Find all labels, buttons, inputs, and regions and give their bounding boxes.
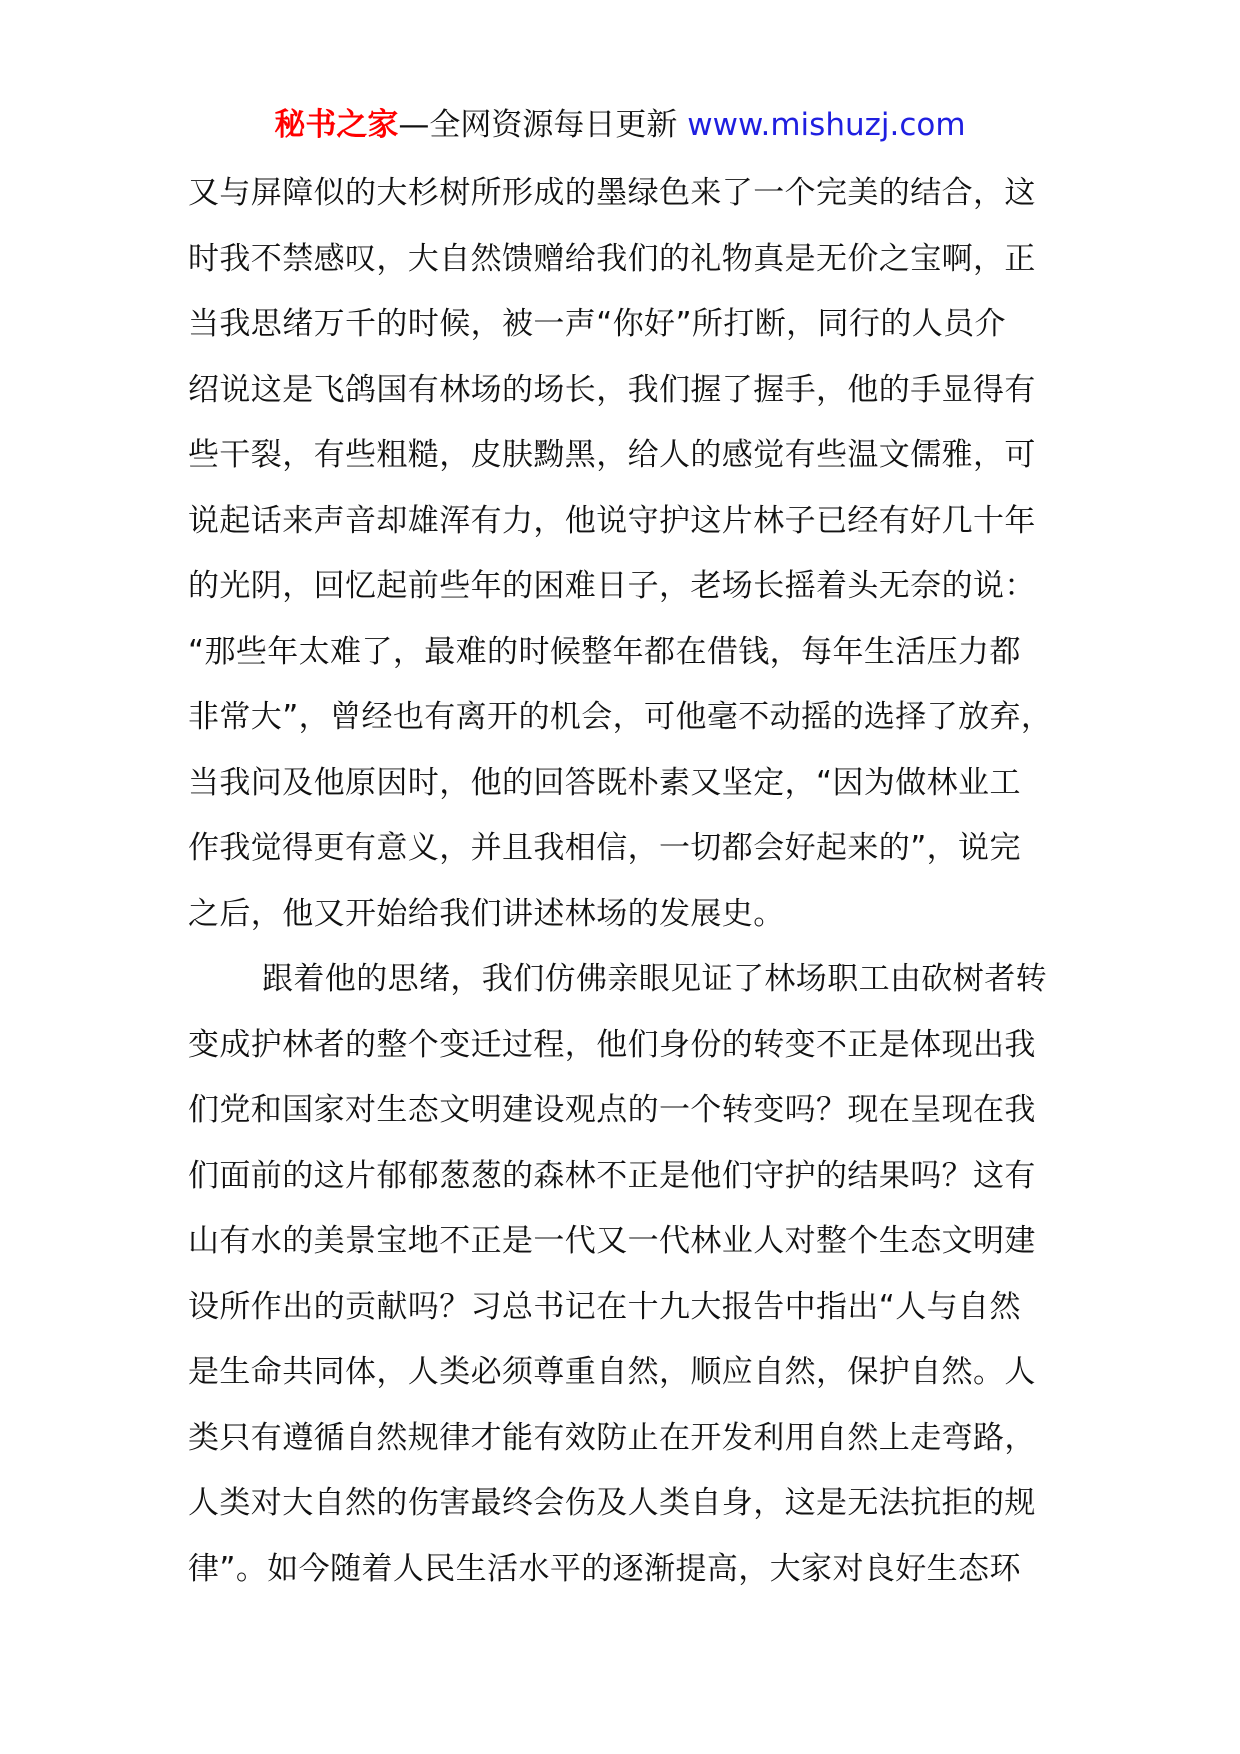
document-body <box>188 161 1058 1602</box>
text-line: 又与屏障似的大杉树所形成的墨绿色来了一个完美的结合，这 <box>188 175 1036 211</box>
page-header <box>0 100 1240 150</box>
text-line: 些干裂，有些粗糙，皮肤黝黑，给人的感觉有些温文儒雅，可 <box>188 437 1036 473</box>
text-line: 的光阴，回忆起前些年的困难日子，老场长摇着头无奈的说： <box>188 568 1036 604</box>
text-line: 设所作出的贡献吗？习总书记在十九大报告中指出“人与自然 <box>188 1288 1021 1325</box>
text-line: 人类对大自然的伤害最终会伤及人类自身，这是无法抗拒的规 <box>188 1485 1036 1521</box>
text-line: “那些年太难了，最难的时候整年都在借钱，每年生活压力都 <box>188 633 1021 670</box>
text-line: 类只有遵循自然规律才能有效防止在开发利用自然上走弯路， <box>188 1419 1036 1456</box>
text-line: 时我不禁感叹，大自然馈赠给我们的礼物真是无价之宝啊，正 <box>188 240 1036 277</box>
header-url-link[interactable]: www.mishuzj.com <box>687 107 966 143</box>
text-line: 们面前的这片郁郁葱葱的森林不正是他们守护的结果吗？这有 <box>188 1157 1036 1194</box>
text-line: 律”。如今随着人民生活水平的逐渐提高，大家对良好生态环 <box>188 1550 1021 1587</box>
header-tagline: —全网资源每日更新 <box>398 107 678 143</box>
text-line: 们党和国家对生态文明建设观点的一个转变吗？现在呈现在我 <box>188 1092 1036 1128</box>
text-line: 山有水的美景宝地不正是一代又一代林业人对整个生态文明建 <box>188 1223 1036 1259</box>
text-line: 之后，他又开始给我们讲述林场的发展史。 <box>188 895 785 932</box>
text-line: 作我觉得更有意义，并且我相信，一切都会好起来的”，说完 <box>188 830 1021 866</box>
text-line: 说起话来声音却雄浑有力，他说守护这片林子已经有好几十年 <box>188 502 1036 539</box>
text-line: 绍说这是飞鸽国有林场的场长，我们握了握手，他的手显得有 <box>188 371 1036 408</box>
text-line: 是生命共同体，人类必须尊重自然，顺应自然，保护自然。人 <box>188 1354 1036 1390</box>
text-line: 变成护林者的整个变迁过程，他们身份的转变不正是体现出我 <box>188 1026 1036 1063</box>
text-line: 非常大”，曾经也有离开的机会，可他毫不动摇的选择了放弃， <box>188 699 1053 735</box>
paragraph-first-line: 跟着他的思绪，我们仿佛亲眼见证了林场职工由砍树者转 <box>262 961 1047 997</box>
text-line: 当我思绪万千的时候，被一声“你好”所打断，同行的人员介 <box>188 306 1006 342</box>
text-line: 当我问及他原因时，他的回答既朴素又坚定，“因为做林业工 <box>188 764 1021 801</box>
header-brand: 秘书之家 <box>274 107 399 143</box>
